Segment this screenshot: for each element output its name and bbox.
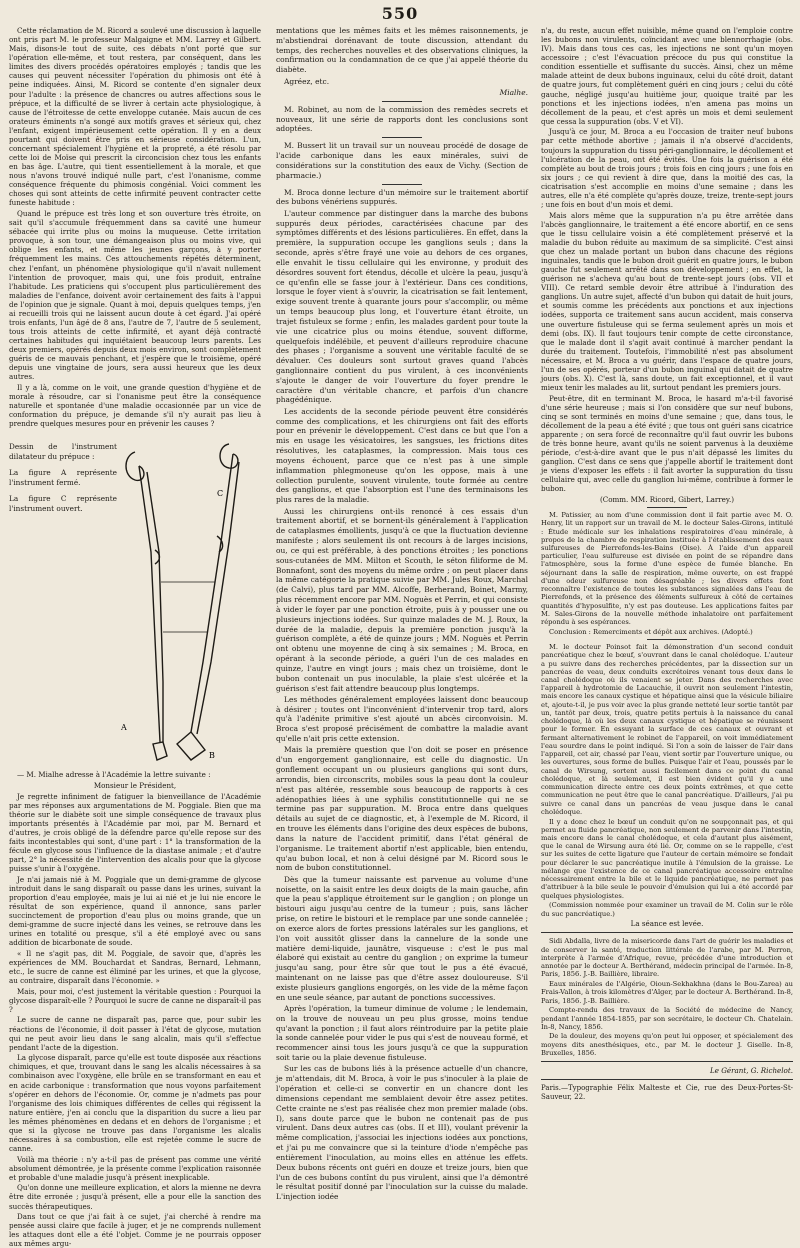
paragraph: Mais alors même que la suppuration n'a pu être arrêtée dans l'abcès ganglionnaire, le traitement a été encore abortif, en ce sens que le tissu cellulaire voisin a été complètement préservé et la maladie du bubon réduite au maximum de sa simplicité. C'est ainsi que chez un malade portant un bubon dans chacune des régions inguinales, tandis que le bubon droit guérit en quatre jours, le bubon gauche fut seulement arrêté dans son développement ; en effet, la guérison ne s'acheva qu'au bout de trente-sept jours (obs. VII et VIII). Ce retard semble devoir être attribué à l'induration des ganglions. Un autre sujet, affecté d'un bubon qui datait de huit jours, et soumis comme les précédents aux ponctions et aux injections iodées, supporta ce traitement sans aucun accident, mais conserva une ouverture fistuleuse qui se ferma seulement après un mois et demi (obs. IX). Il faut toujours tenir compte de cette circonstance, que le malade dont il s'agit avait continué à marcher pendant la durée du traitement. Toutefois, l'immobilité n'est pas absolument nécessaire, et M. Broca a vu guérir, dans l'espace de quatre jours, l'un de ses opérés, porteur d'un bubon inguinal qui datait de quatre jours (obs. X). C'est là, sans doute, un fait exceptionnel, et il vaut mieux tenir les malades au lit, surtout pendant les premiers jours. — [541, 210, 793, 393]
paragraph: Le sucre de canne ne disparaît pas, parce que, pour subir les réactions de l'économie, il doit passer à l'état de glycose, mutation qui ne peut avoir lieu dans le sang alcalin, mais qu'il s'effectue pendant l'acte de la digestion. — [9, 1015, 261, 1052]
separator — [382, 137, 422, 138]
paragraph: M. Broca donne lecture d'un mémoire sur le traitement abortif des bubons vénériens suppurés. — [276, 187, 528, 207]
paragraph: Conclusion : Remerciments et dépôt aux archives. (Adopté.) — [549, 627, 753, 636]
paragraph: Les méthodes généralement employées laissent donc beaucoup à désirer ; toutes ont l'inconvénient d'intervenir trop tard, alors qu'à l'adénite primitive s'est ajouté un abcès circonvoisin. M. Broca s'est proposé précisément de combattre la maladie avant qu'elle n'ait pris cette extension. — [276, 694, 528, 744]
paragraph: (Commission nommée pour examiner un travail de M. Colin sur le rôle du suc pancréatique.) — [541, 901, 793, 918]
paragraph: mentations que les mêmes faits et les mêmes raisonnements, je m'abstiendrai dorénavant de toute discussion, attendant du temps, des recherches nouvelles et des observations cliniques, la confirmation ou la condamnation de ce que j'ai appelé théorie du diabète. — [276, 26, 528, 75]
column-2 — [276, 26, 528, 1202]
paragraph: Je n'ai jamais nié à M. Poggiale que un demi-gramme de glycose introduit dans le sang disparaît ou passe dans les urines, suivant la proportion d'eau employée, mais je lui ai nié et je lui nie encore le résultat de son expérience, quand il annonce, sans parler succinctement de proportion d'eau plus ou moins grande, que un demi-gramme de sucre injecté dans les veines, se retrouve dans les urines en totalité ou presque, s'il a été employé avec ou sans addition de bicarbonate de soude. — [9, 874, 261, 948]
handle-ring-left — [126, 452, 144, 480]
figure-label-a: A — [121, 723, 127, 733]
paragraph: Quand le prépuce est très long et son ouverture très étroite, on sait qu'il s'accumule fréquemment dans sa cavité une humeur sébacée qui irrite plus ou moins la muqueuse. Cette irritation provoque, à son tour, une démangeaison plus ou moins vive, qui oblige les enfants, et même les jeunes garçons, à y porter fréquemment les mains. Ces attouchements répétés déterminent, chez l'enfant, un phénomène physiologique qu'il n'avait nullement l'intention de provoquer, mais qui, une fois produit, entraîne l'habitude. Les praticiens qui s'occupent plus particulièrement des maladies de l'enfance, doivent avoir certainement des faits à l'appui de l'opinion que je signale. Quant à moi, depuis quelques temps, j'en ai recueilli trois qui ne laissent aucun doute à cet égard. J'ai opéré trois enfants, l'un âgé de 8 ans, l'autre de 7, l'autre de 5 seulement, tous trois atteints de cette infirmité, et ayant déjà contracté certaines habitudes qui inquiétaient beaucoup leurs parents. Les deux premiers, opérés depuis deux mois environ, sont complètement guéris de ce mauvais penchant, et j'espère que le troisième, opéré depuis une vingtaine de jours, sera aussi heureux que les deux autres. — [9, 209, 261, 382]
divider — [541, 932, 793, 933]
bibliography-entry: Sidi Abdalla, livre de la misericorde dans l'art de guérir les maladies et de conserver la santé, traduction littérale de l'arabe, par M. Perron, interprète à l'armée d'Afrique, revue, précédée d'une introduction et annotée par le docteur A. Berthérand, médecin principal de l'armée. In-8, Paris, 1856. J.-B. Baillière, libraire. — [541, 937, 793, 979]
separator — [382, 101, 422, 102]
divider — [541, 1061, 793, 1062]
bibliography-entry: Compte-rendu des travaux de la Société de médecine de Nancy, pendant l'année 1854-1855, par son secrétaire, le docteur Ch. Chatelain. In-8, Nancy, 1856. — [541, 1006, 793, 1031]
paragraph: M. Patissier, au nom d'une commission dont il fait partie avec M. O. Henry, lit un rapport sur un travail de M. le docteur Sales-Girons, intitulé : Étude médicale sur les inhalations respiratoires d'eau minérale, à propos de la chambre de respiration instituée à l'établissement des eaux sulfureuses de Pierrefonds-les-Bains (Oise). À l'aide d'un appareil particulier, l'eau sulfureuse est divisée en point de se répandre dans l'atmosphère, sous la forme d'une espèce de fumée blanche. En séjournant dans la salle de respiration, même ouverte, on est frappé d'une odeur sulfureuse non désagréable ; les divers effets font reconnaître l'existence de toutes les substances signalées dans l'eau de Pierrefonds, et la présence des éléments sulfureux à côté de certaines quantités d'hyposulfite, n'y est pas douteuse. Les applications faites par M. Sales-Girons de la nouvelle méthode inhalatoire ont parfaitement répondu à ses espérances. — [541, 511, 793, 627]
column-1 — [9, 26, 261, 1248]
separator — [382, 184, 422, 185]
paragraph: Voilà ma théorie : n'y a-t-il pas de présent pas comme une vérité absolument démontrée, je la présente comme l'explication raisonnée et probable d'une maladie jusqu'à présent inexplicable. — [9, 1154, 261, 1182]
figure-label-c: C — [217, 489, 224, 499]
paragraph: Dès que la tumeur naissante est parvenue au volume d'une noisette, on la saisit entre les deux doigts de la main gauche, afin que la peau s'applique étroitement sur le ganglion ; on plonge un bistouri aigu jusqu'au centre de la tumeur ; puis, sans lâcher prise, on retire le bistouri et le remplace par une sonde cannelée ; on exerce alors de fortes pressions latérales sur les ganglions, et l'on voit aussitôt glisser dans la cannelure de la sonde une matière demi-liquide, jaunâtre, visqueuse : c'est le pus mal élaboré qui existait au centre du ganglion ; on exprime la tumeur jusqu'au sang, pour être sûr que tout le pus a été évacué, maintenant on ne laisse pas que d'être assez douloureuse. S'il existe plusieurs ganglions engorgés, on les vide de la même façon en une seule séance, par autant de ponctions successives. — [276, 874, 528, 1002]
paragraph: Sur les cas de bubons liés à la présence actuelle d'un chancre, je m'attendais, dit M. Broca, à voir le pus s'inoculer à la plaie de l'opération et celle-ci se convertir en un chancre dont les dimensions cependant me semblaient devoir être assez petites. Cette crainte ne s'est pas réalisée chez mon premier malade (obs. I), sans doute parce que le bubon ne contenait pas de pus virulent. Dans deux autres cas (obs. II et III), voulant prévenir la même complication, j'associai les injections iodées aux ponctions, et j'ai pu me convaincre que si la teinture d'iode n'empêche pas entièrement l'inoculation, au moins elles en atténue les effets. Deux bubons récents ont guéri en douze et treize jours, bien que l'un de ces bubons contînt du pus virulent, ainsi que l'a démontré le résultat positif donné par l'inoculation sur la cuisse du malade. L'injection iodée — [276, 1064, 528, 1202]
paragraph: n'a, du reste, aucun effet nuisible, même quand on l'emploie contre les bubons non virulents, coïncidant avec une blennorrhagie (obs. IV). Mais dans tous ces cas, les injections ne sont qu'un moyen accessoire ; c'est l'évacuation précoce du pus qui constitue la condition essentielle et suffisante du succès. Ainsi, chez un même malade atteint de deux bubons inguinaux, celui du côté droit, datant de quatre jours, fut complètement guéri en cinq jours ; celui du côté gauche, négligé jusqu'au huitième jour, quoique traité par les ponctions et les injections iodées, n'en amena pas moins un décollement de la peau, et c'est après un mois et demi seulement que cessa la suppuration (obs. V et VI). — [541, 26, 793, 126]
figure-caption — [9, 432, 117, 519]
paragraph: Aussi les chirurgiens ont-ils renoncé à ces essais d'un traitement abortif, et se bornent-ils généralement à l'application de cataplasmes émollients, jusqu'à ce que la fluctuation devienne manifeste ; alors seulement ils ont recours à de larges incisions, ou, ce qui est préférable, à des ponctions étroites ; les ponctions sous-cutanées de MM. Milton et Scouth, le séton filiforme de M. Bonnafont, sont des moyens du même ordre ; on peut placer dans la même catégorie la pratique suivie par MM. Jules Roux, Marchal (de Calvi), plus tard par MM. Alcoffe, Berherand, Boinet, Marmy, plus récemment encore par MM. Noguès et Perrin, et qui consiste à vider le foyer par une ponction étroite, puis à y pousser une ou plusieurs injections iodées. Sur quinze malades de M. J. Roux, la durée de la maladie, depuis la première ponction jusqu'à la guérison complète, a été de quinze jours ; MM. Noguès et Perrin ont obtenu une moyenne de cinq à six semaines ; M. Broca, en opérant à la seconde période, a guéri l'un de ces malades en quinze, l'autre en vingt jours ; mais chez un troisième, dont le bubon contenait un pus inoculable, la plaie s'est ulcérée et la guérison s'est fait attendre beaucoup plus longtemps. — [276, 506, 528, 693]
paragraph: La séance est levée. — [630, 919, 704, 929]
figure-caption-c: La figure C représente l'instrument ouvert. — [9, 493, 117, 513]
divider — [541, 1079, 793, 1080]
figure-caption-a: La figure A représente l'instrument fermé. — [9, 468, 117, 487]
bibliography-entry: De la douleur, des moyens qu'on peut lui opposer, et spécialement des moyens dits anesthésiques, etc., par M. le docteur J. Giselle. In-8, Bruxelles, 1856. — [541, 1032, 793, 1057]
bibliography-entry: Eaux minérales de l'Algérie, Oioun-Sekhakhna (dans le Bou-Zarea) au Frais-Vallon, à trois kilomètres d'Alger, par le docteur A. Berthérand. In-8, Paris, 1856. J.-B. Baillière. — [541, 980, 793, 1005]
paragraph: (Comm. MM. Ricord, Gibert, Larrey.) — [599, 494, 735, 504]
column-3 — [541, 26, 794, 1102]
paragraph: — M. Mialhe adresse à l'Académie la lettre suivante : — [17, 770, 211, 780]
paragraph: Mais, pour moi, c'est justement la véritable question : Pourquoi la glycose disparaît-elle ? Pourquoi le sucre de canne ne disparaît-il pas ? — [9, 986, 261, 1014]
paragraph: L'auteur commence par distinguer dans la marche des bubons suppurés deux périodes, caractérisées chacune par des symptômes différents et des lésions particulières. En effet, dans la première, la suppuration occupe les ganglions seuls ; dans la seconde, après s'être frayé une voie au dehors de ces organes, elle envahit le tissu cellulaire qui les environne, y produit des désordres souvent fort étendus, décolle et ulcère la peau, jusqu'à ce qu'enfin elle se fasse jour à l'extérieur. Dans ces conditions, lorsque le foyer vient à s'ouvrir, la cicatrisation se fait lentement, exige souvent trente à quarante jours pour s'accomplir, ou même un temps beaucoup plus long, et l'ouverture étant étroite, un trajet fistuleux se forme ; enfin, les malades gardent pour toute la vie une cicatrice plus ou moins étendue, souvent difforme, quelquefois indélébile, et peuvent d'ailleurs reproduire chacune des phases ; l'organisme a souvent une véritable faculté de se dévaluer. Ces douleurs sont surtout graves quand l'abcès ganglionnaire contient du pus virulent, à ces inconvénients s'ajoute le danger de voir l'ouverture du foyer prendre le caractère d'un véritable chancre, et parfois d'un chancre phagédénique. — [276, 208, 528, 405]
figure-caption-title: Dessin de l'instrument dilatateur du prépuce : — [9, 442, 117, 462]
separator — [647, 507, 687, 508]
blade-left — [139, 466, 160, 742]
paragraph: Il y a là, comme on le voit, une grande question d'hygiène et de morale à résoudre, car si l'onanisme peut être la conséquence naturelle et spontanée d'une maladie occasionnée par un vice de conformation du prépuce, je demande s'il n'y aurait pas lieu à prendre quelques mesures pour en prévenir les causes ? — [9, 383, 261, 429]
paragraph: Mais la première question que l'on doit se poser en présence d'un engorgement ganglionnaire, est celle du diagnostic. Un gonflement occupant un ou plusieurs ganglions qui sont durs, arrondis, bien circonscrits, mobiles sous la peau dont la couleur n'est pas altérée, ressemble sous beaucoup de rapports à ces adénopathies liées à une syphilis constitutionnelle qui ne se termine pas par suppuration. M. Broca entre dans quelques détails au sujet de ce diagnostic, et, à l'exemple de M. Ricord, il en trouve les éléments dans l'origine des deux espèces de bubons, dans la nature de l'accident primitif, dans l'état général de l'organisme. Le traitement abortif n'est applicable, bien entendu, qu'au bubon local, et non à celui désigné par M. Ricord sous le nom de bubon constitutionnel. — [276, 745, 528, 873]
paragraph: M. le docteur Poinsot fait la démonstration d'un second conduit pancréatique chez le bœuf, s'ouvrant dans le canal cholédoque. L'auteur a pu suivre dans des recherches précédentes, par la dissection sur un pancréas de veau, deux conduits excrétoires venant tous deux dans le canal cholédoque où ils venaient se jeter. Dans des recherches avec l'appareil à hydrotomie de Lacauchie, il ouvrit non seulement l'intestin, mais encore les canaux cystique et hépatique ainsi que la vésicule biliaire et, ajoute-t-il, je pus voir avec la plus grande netteté leur sortie tantôt par un, tantôt par deux, trois, quatre petits pertuis à la naissance du canal cholédoque, là où les deux canaux cystique et hépatique se réunissent pour le former. En essuyant la surface de ces canaux et ouvrant et fermant alternativement le robinet de l'appareil, on voit immédiatement l'eau sourdre dans le point indiqué. Si l'on a soin de laisser de l'air dans l'appareil, cet air, chassé par l'eau, vient sortir par l'ouverture unique, ou les ouvertures, sous forme de bulles. Puisque l'air et l'eau, poussés par le canal de Wirsung, sortent aussi facilement dans ce point du canal cholédoque, et là seulement, il est bien évident qu'il y a une communication directe entre ces deux points extrêmes, et que cette communication ne peut être que le canal pancréatique. D'ailleurs, j'ai pu suivre ce canal dans un pancréas de veau jusque dans le canal cholédoque. — [541, 643, 793, 816]
paragraph: Agréez, etc. — [284, 76, 330, 86]
paragraph: Cette réclamation de M. Ricord a soulevé une discussion à laquelle ont pris part M. le professeur Malgaigne et MM. Larrey et Gilbert. Mais, disons-le tout de suite, ces débats n'ont porté que sur l'opération elle-même, et tout restera, par conséquent, dans les limites des divers procédés opératoires employés ; tandis que les causes qui peuvent nécessiter l'opération du phimosis ont été à peine indiquées. Ainsi, M. Ricord se contente d'en signaler deux pour l'adulte : la présence de chancres ou autres affections sous le prépuce, et la difficulté de se livrer à certain acte physiologique, à cause de l'étroitesse de cette enveloppe cutanée. Mais aucun de ces orateurs éminents n'a songé aux motifs graves et sérieux qui, chez l'enfant, exigent impérieusement cette opération. Il y en a deux pourtant qui doivent être pris en sérieuse considération. L'un, concernant spécialement l'hygiène et la propreté, a été résolu par cette loi de Moïse qui prescrit la circoncision chez tous les enfants en bas âge. L'autre, qui tient essentiellement à la morale, et que nous n'avons trouvé indiqué nulle part, c'est l'onanisme, comme conséquence fréquente du phimosis congénial. Voici comment les choses qui sont atteints de cette infirmité peuvent contracter cette funeste habitude : — [9, 26, 261, 208]
paragraph: Il y a donc chez le bœuf un conduit qu'on ne soupçonnait pas, et qui permet au fluide pancréatique, non seulement de parvenir dans l'intestin, mais encore dans le canal cholédoque, et cela d'autant plus aisément, que le canal de Wirsung aura été lié. Or, comme on se le rappelle, c'est sur les suites de cette ligature que l'auteur de certain mémoire se fondait pour déclarer le suc pancréatique inutile à l'émulsion de la graisse. Le mélange que l'existence de ce canal pancréatique accessoire entraîne nécessairement entre la bile et le liquide pancréatique, ne permet pas d'attribuer à la bile seule le pouvoir d'émulsion qui lui a été accordé par quelques physiologistes. — [541, 817, 793, 900]
paragraph: Dans tout ce que j'ai fait à ce sujet, j'ai cherché à rendre ma pensée aussi claire que facile à juger, et je ne comprends nullement les attaques dont elle a été l'objet. Comme je ne pourrais opposer aux mêmes argu- — [9, 1212, 261, 1248]
paragraph: La glycose disparaît, parce qu'elle est toute disposée aux réactions chimiques, et que, trouvant dans le sang les alcalis nécessaires à sa combinaison avec l'oxygène, elle brûle en se transformant en eau et en acide carbonique : transformation que nous voyons parfaitement s'opérer en dehors de l'économie. Or, comme je n'admets pas pour l'organisme des lois chimiques différentes de celles qui régissent la nature entière, j'en ai conclu que la disparition du sucre a lieu par les mêmes phénomènes en dedans et en dehors de l'organisme ; et que si la glycose ne trouve pas dans l'organisme les alcalis nécessaires à sa combustion, elle est rejetée comme le sucre de canne. — [9, 1053, 261, 1154]
figure-dilatateur — [9, 432, 261, 766]
figure-label-b: B — [209, 751, 215, 761]
paragraph: Qu'on donne une meilleure explication, et alors la mienne ne devra être dite erronée ; jusqu'à présent, elle a pour elle la sanction des succès thérapeutiques. — [9, 1183, 261, 1211]
paragraph: Je regrette infiniment de fatiguer la bienveillance de l'Académie par mes réponses aux argumentations de M. Poggiale. Bien que ma théorie sur le diabète soit une simple conséquence de travaux plus importants présentés à l'Académie par moi, par M. Bernard et d'autres, je crois obligé de la défendre parce qu'elle repose sur des faits incontestables qui sont, d'une part : 1° la transformation de la fécule en glycose sous l'influence de la diastase animale ; et d'autre part, 2° la nécessité de l'intervention des alcalis pour que la glycose puisse s'unir à l'oxygène. — [9, 791, 261, 874]
paragraph: Jusqu'à ce jour, M. Broca a eu l'occasion de traiter neuf bubons par cette méthode abortive ; jamais il n'a observé d'accidents, toujours la suppuration du tissu péri-ganglionnaire, le décollement et l'ulcération de la peau, ont été évités. Une fois la guérison a été complète au bout de trois jours ; trois fois en cinq jours ; une fois en six jours ; ce qui revient à dire que, dans la moitié des cas, la cicatrisation s'est accomplie en moins d'une semaine ; dans les autres, elle n'a été complète qu'après douze, treize, trente-sept jours ; une fois en bout d'un mois et demi. — [541, 127, 794, 209]
paragraph: Les accidents de la seconde période peuvent être considérés comme des complications, et les chirurgiens ont fait des efforts pour en prévenir le développement. C'est dans ce but que l'on a mis en usage les vésicatoires, les sangsues, les frictions dites résolutives, les cataplasmes, la compression. Mais tous ces moyens échouent, parce que ce n'est pas à une simple inflammation phlegmoneuse qu'on les oppose, mais à une collection purulente, souvent virulente, toute formée au centre des ganglions, et que l'absorption est l'une des terminaisons les plus rares de la maladie. — [276, 406, 528, 505]
blade-right — [191, 454, 233, 732]
paragraph: Après l'opération, la tumeur diminue de volume ; le lendemain, on la trouve de nouveau un peu plus grosse, moins tendue qu'avant la ponction ; il faut alors réintroduire par la petite plaie la sonde cannelée pour vider le pus qui s'est de nouveau formé, et recommencer ainsi tous les jours jusqu'à ce que la suppuration soit tarie ou la plaie devenue fistuleuse. — [276, 1004, 528, 1063]
paragraph: « Il ne s'agit pas, dit M. Poggiale, de savoir que, d'après les expériences de MM. Bouchardat et Sandras, Bernard, Lehmann, etc., le sucre de canne est éliminé par les urines, et que la glycose, au contraire, disparaît dans l'économie. » — [9, 948, 261, 986]
paragraph: M. Robinet, au nom de la commission des remèdes secrets et nouveaux, lit une série de rapports dont les conclusions sont adoptées. — [276, 104, 528, 134]
paragraph: Monsieur le Président, — [93, 781, 177, 791]
page-number: 550 — [381, 4, 419, 23]
gerant-signature: Le Gérant, G. Richelot. — [709, 1066, 793, 1076]
separator — [647, 639, 687, 640]
instrument-illustration — [117, 432, 259, 766]
printer-imprint: Paris.—Typographie Félix Malteste et Cie, rue des Deux-Portes-St-Sauveur, 22. — [541, 1084, 793, 1102]
handle-ring-right — [220, 444, 238, 468]
signature: Mialhe. — [499, 87, 528, 97]
paragraph: M. Bussert lit un travail sur un nouveau procédé de dosage de l'acide carbonique dans les eaux minérales, suivi de considérations sur la constitution des eaux de Vichy. (Section de pharmacie.) — [276, 141, 528, 180]
paragraph: Peut-être, dit en terminant M. Broca, le hasard m'a-t-il favorisé d'une série heureuse ; mais si l'on considère que sur neuf bubons, cinq se sont terminés en moins d'une semaine ; que, dans tous, le décollement de la peau a été évité ; que tous ont guéri sans cicatrice apparente ; on sera forcé de reconnaître qu'il faut ouvrir les bubons de très bonne heure, avant qu'ils ne soient parvenus à la deuxième période, c'est-à-dire avant que le pus n'ait dépassé les limites du ganglion. C'est dans ce sens que j'appelle abortif le traitement dont je viens d'exposer les effets : il fait avorter la suppuration du tissu cellulaire qui, avec celle du ganglion lui-même, contribue à former le bubon. — [541, 393, 793, 494]
